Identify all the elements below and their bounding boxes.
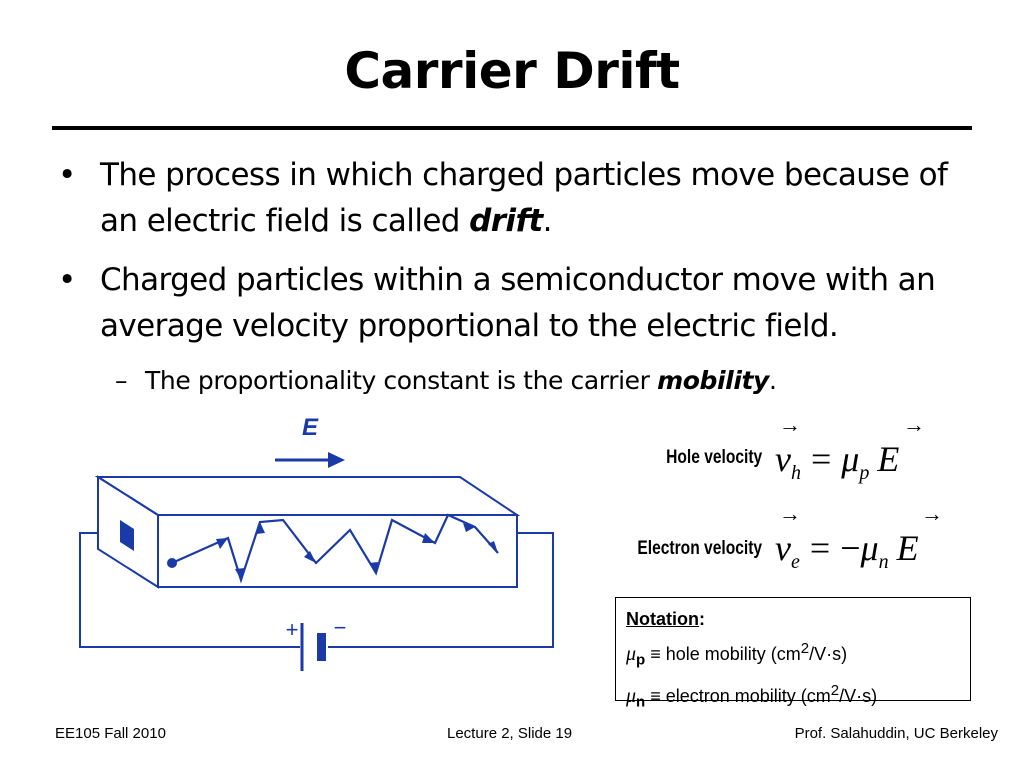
mu-subscript: p — [636, 651, 646, 669]
field-symbol: E — [877, 439, 900, 479]
notation-text: electron mobility (cm — [660, 685, 831, 706]
velocity-symbol: v — [775, 528, 791, 568]
notation-superscript: 2 — [800, 640, 810, 657]
notation-heading: Notation: — [626, 609, 705, 629]
bullet-text: The process in which charged particles move because of an electric field is called — [100, 157, 948, 239]
electron-velocity-label: Electron velocity — [637, 538, 762, 559]
footer-course: EE105 Fall 2010 — [55, 725, 166, 742]
notation-units: /V·s) — [809, 644, 848, 664]
equals-sign: = — [809, 528, 831, 568]
sub-bullet-text: The proportionality constant is the carrier — [145, 366, 658, 395]
contact-pad — [120, 520, 134, 551]
equiv-sign: ≡ — [650, 685, 661, 706]
minus-sign: − — [840, 528, 861, 568]
slide-title: Carrier Drift — [344, 42, 680, 100]
mu-symbol: μ — [626, 643, 637, 665]
mobility-symbol: μ — [841, 439, 860, 479]
battery-plus: + — [285, 617, 299, 642]
field-label: E — [301, 414, 319, 441]
hole-velocity-equation — [775, 412, 925, 484]
equiv-sign: ≡ — [650, 644, 661, 664]
mu-subscript: n — [636, 693, 646, 711]
battery — [286, 615, 347, 671]
sub-bullet-dash: – — [115, 366, 128, 395]
bullet-emphasis: drift — [469, 203, 543, 239]
equals-sign: = — [810, 439, 832, 479]
notation-superscript: 2 — [830, 681, 840, 699]
mu-symbol: μ — [626, 684, 637, 707]
bullet-drift — [58, 152, 980, 244]
mobility-subscript: n — [878, 551, 889, 573]
bullet-text-end: . — [542, 203, 552, 239]
field-symbol: E — [896, 528, 919, 568]
semiconductor-bar — [98, 477, 517, 587]
notation-units: /V·s) — [839, 685, 878, 706]
notation-box — [615, 597, 971, 711]
notation-row-hole — [626, 634, 960, 676]
sub-bullet-text-end: . — [768, 366, 777, 395]
vector-arrow: → — [903, 412, 925, 437]
notation-row-electron — [626, 676, 960, 718]
velocity-subscript: e — [790, 551, 800, 573]
mobility-subscript: p — [859, 462, 870, 484]
battery-minus: − — [333, 615, 347, 640]
bullet-dot: • — [58, 262, 76, 298]
footer-author: Prof. Salahuddin, UC Berkeley — [794, 725, 998, 742]
velocity-symbol: v — [775, 439, 791, 479]
bullet-dot: • — [58, 157, 76, 193]
bullet-text: Charged particles within a semiconductor move with an average velocity proportional to the electric field. — [100, 262, 936, 344]
vector-arrow: → — [779, 501, 801, 526]
mobility-symbol: μ — [860, 528, 879, 568]
footer-slide-number: Lecture 2, Slide 19 — [447, 725, 573, 742]
vector-arrow: → — [779, 412, 801, 437]
field-arrow — [275, 452, 345, 468]
vector-arrow: → — [921, 501, 943, 526]
hole-velocity-label: Hole velocity — [665, 447, 762, 468]
velocity-subscript: h — [790, 462, 801, 484]
carrier-arrowheads — [216, 522, 498, 580]
drift-diagram — [70, 405, 570, 695]
title-rule — [52, 126, 972, 130]
electron-velocity-equation — [775, 501, 943, 573]
sub-bullet-emphasis: mobility — [657, 366, 769, 395]
bullet-velocity — [58, 257, 980, 349]
sub-bullet-mobility — [115, 364, 777, 398]
notation-text: hole mobility (cm — [660, 644, 801, 664]
circuit-wire — [80, 533, 553, 647]
